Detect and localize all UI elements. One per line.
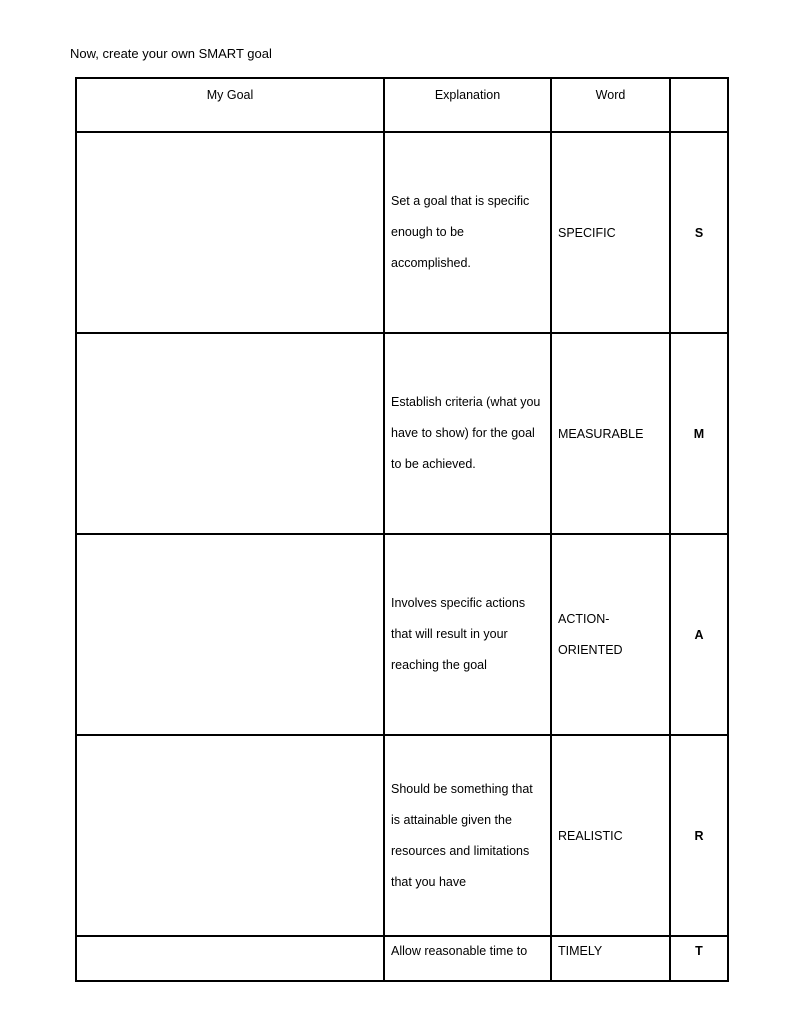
explanation-cell: Involves specific actions that will result in your reaching the goal <box>384 534 551 735</box>
header-letter <box>670 78 728 132</box>
header-my-goal: My Goal <box>76 78 384 132</box>
goal-cell[interactable] <box>76 735 384 936</box>
word-cell: MEASURABLE <box>551 333 670 534</box>
table-row <box>76 534 728 735</box>
table-row <box>76 735 728 936</box>
header-row <box>76 78 728 132</box>
word-cell: ACTION-ORIENTED <box>551 534 670 735</box>
table-row <box>76 132 728 333</box>
goal-cell[interactable] <box>76 936 384 981</box>
letter-cell: M <box>670 333 728 534</box>
table-row <box>76 936 728 981</box>
explanation-cell: Should be something that is attainable given the resources and limitations that you have <box>384 735 551 936</box>
letter-cell: S <box>670 132 728 333</box>
explanation-cell: Establish criteria (what you have to show) for the goal to be achieved. <box>384 333 551 534</box>
goal-cell[interactable] <box>76 534 384 735</box>
letter-cell: T <box>670 936 728 981</box>
goal-cell[interactable] <box>76 132 384 333</box>
word-cell: TIMELY <box>551 936 670 981</box>
smart-goal-table <box>75 77 729 982</box>
table-row <box>76 333 728 534</box>
header-word: Word <box>551 78 670 132</box>
letter-cell: R <box>670 735 728 936</box>
explanation-cell: Allow reasonable time to <box>384 936 551 981</box>
word-cell: SPECIFIC <box>551 132 670 333</box>
explanation-cell: Set a goal that is specific enough to be accomplished. <box>384 132 551 333</box>
word-cell: REALISTIC <box>551 735 670 936</box>
intro-text: Now, create your own SMART goal <box>70 46 272 61</box>
header-explanation: Explanation <box>384 78 551 132</box>
goal-cell[interactable] <box>76 333 384 534</box>
letter-cell: A <box>670 534 728 735</box>
